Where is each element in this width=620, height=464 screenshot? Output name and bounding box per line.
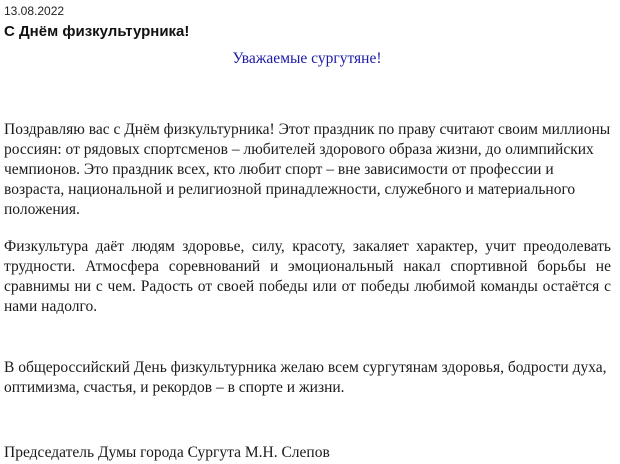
greeting: Уважаемые сургутяне! <box>232 50 382 67</box>
signature: Председатель Думы города Сургута М.Н. Слепов <box>4 444 330 461</box>
article-title: С Днём физкультурника! <box>4 23 190 40</box>
paragraph-wishes: В общероссийский День физкультурника желаю всем сургутянам здоровья, бодрости духа, оптимизма, счастья, и рекордов – в спорте и жизни. <box>4 359 607 396</box>
article-date: 13.08.2022 <box>4 4 65 18</box>
paragraph-congratulations: Поздравляю вас с Днём физкультурника! Этот праздник по праву считают своим миллионы россиян: от рядовых спортсменов – любителей здорового образа жизни, до олимпийских чемпионов. Это праздник всех, кто любит спорт – вне зависимости от профессии и возраста, национальной и религиозной принадлежности, служебного и материального положения. <box>4 121 611 218</box>
paragraph-benefits: Физкультура даёт людям здоровье, силу, красоту, закаляет характер, учит преодолевать трудности. Атмосфера соревнований и эмоциональный накал спортивной борьбы не сравнимы ни с чем. Радость от своей победы или от победы любимой команды остаётся с нами надолго. <box>4 238 611 315</box>
